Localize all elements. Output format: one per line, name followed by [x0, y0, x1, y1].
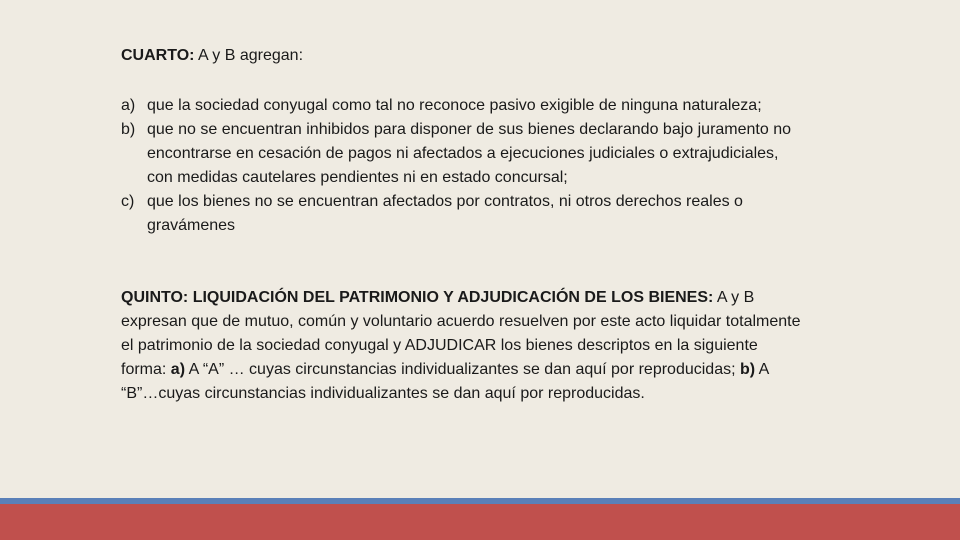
list-item-text: que la sociedad conyugal como tal no reconoce pasivo exigible de ninguna naturaleza;: [147, 97, 762, 114]
cuarto-list: [121, 94, 801, 238]
section-quinto-paragraph: [121, 286, 801, 406]
document-body: [121, 44, 801, 406]
list-item-text: que no se encuentran inhibidos para disponer de sus bienes declarando bajo juramento no encontrarse en cesación de pagos ni afectados a ejecuciones judiciales o extrajudiciales, con medidas cautelares pendientes ni en estado concursal;: [147, 121, 792, 186]
section-quinto-text: A y B expresan que de mutuo, común y voluntario acuerdo resuelven por este acto liquidar totalmente el patrimonio de la sociedad conyugal y ADJUDICAR los bienes descriptos en la siguiente forma:: [121, 289, 801, 378]
section-cuarto-title: CUARTO:: [121, 47, 195, 64]
list-marker: b): [121, 121, 136, 138]
section-cuarto-heading: [121, 44, 801, 68]
list-item: [121, 94, 801, 118]
list-marker: c): [121, 193, 135, 210]
section-quinto-text-b: A “B”…cuyas circunstancias individualizantes se dan aquí por reproducidas.: [121, 361, 769, 402]
item-marker-b: b): [740, 361, 756, 378]
section-quinto-title: QUINTO: LIQUIDACIÓN DEL PATRIMONIO Y ADJUDICACIÓN DE LOS BIENES:: [121, 289, 714, 306]
list-item: [121, 190, 801, 238]
list-item-text: que los bienes no se encuentran afectados por contratos, ni otros derechos reales o gravámenes: [147, 193, 743, 234]
section-cuarto-intro: A y B agregan:: [194, 47, 304, 64]
footer-bar: [0, 504, 960, 540]
section-quinto-text-a: A “A” … cuyas circunstancias individualizantes se dan aquí por reproducidas;: [185, 361, 740, 378]
list-marker: a): [121, 97, 136, 114]
item-marker-a: a): [170, 361, 186, 378]
list-item: [121, 118, 801, 190]
